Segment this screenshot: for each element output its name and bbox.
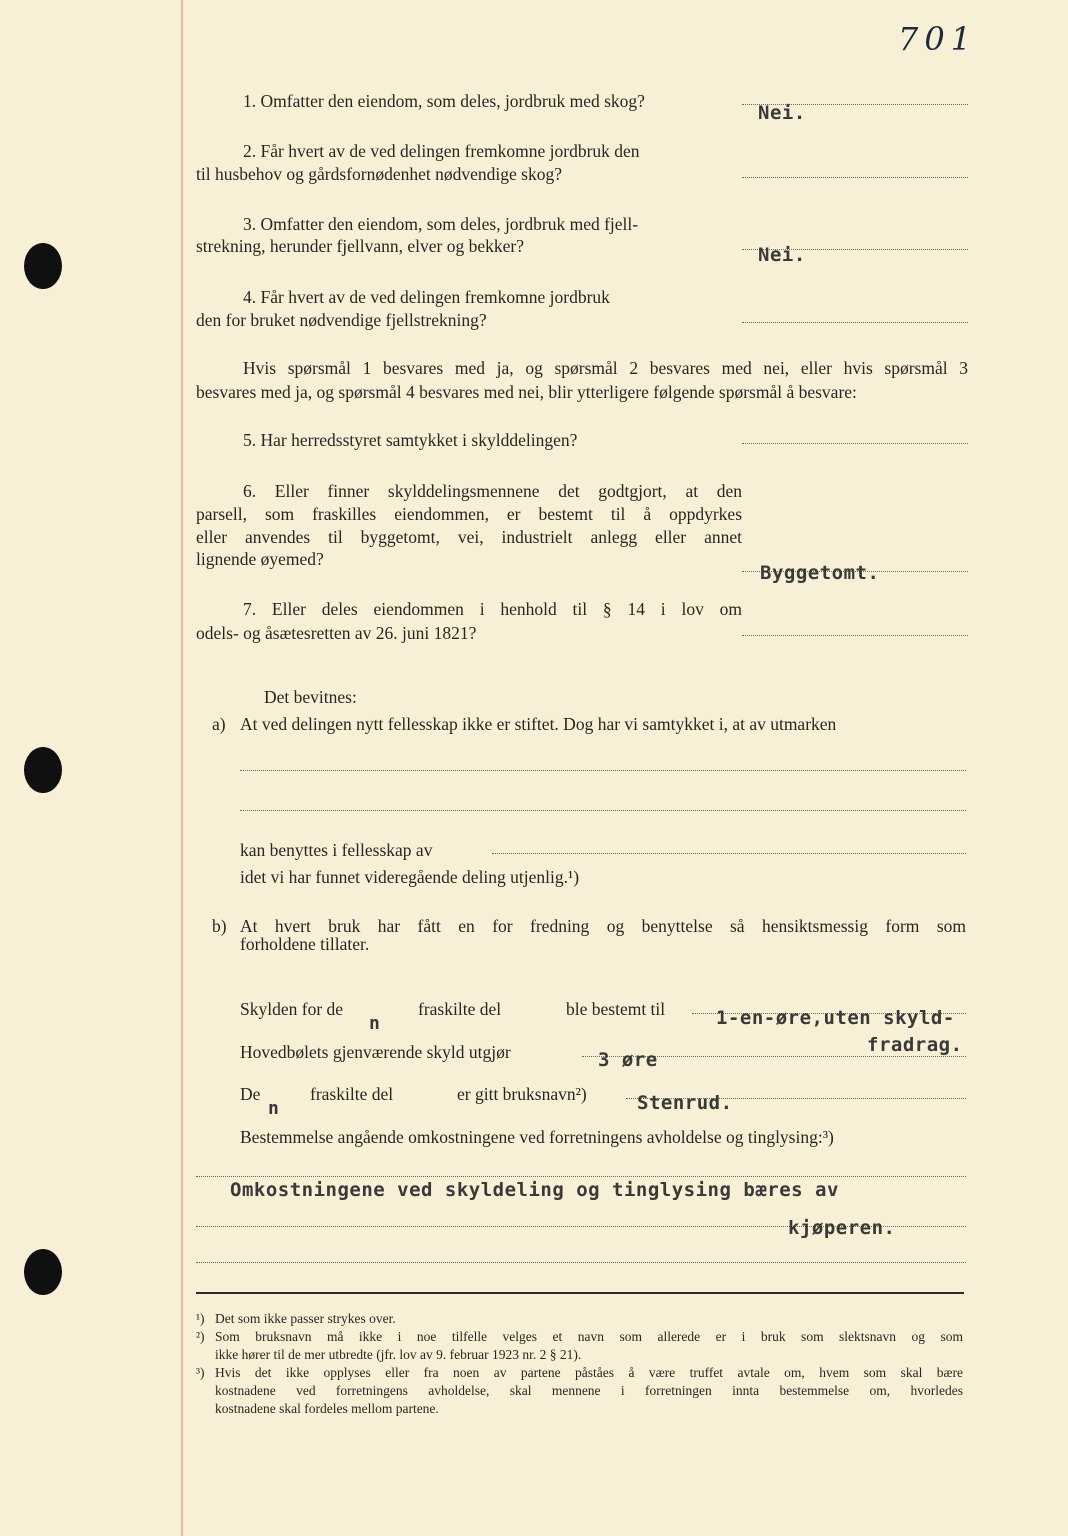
footnote-3-line-3: kostnadene skal fordeles mellom partene.	[215, 1401, 439, 1416]
question-4-line-1: 4. Får hvert av de ved delingen fremkomne jordbruk	[243, 287, 610, 307]
question-6-line-4: lignende øyemed?	[196, 549, 324, 569]
footnote-2-line-2: ikke hører til de mer utbredte (jfr. lov av 9. februar 1923 nr. 2 § 21).	[215, 1347, 582, 1362]
n-mark: n	[268, 1098, 279, 1119]
answer-line	[742, 443, 968, 444]
question-1: 1. Omfatter den eiendom, som deles, jordbruk med skog?	[243, 91, 645, 111]
question-6-line-2: parsell, som fraskilles eiendommen, er bestemt til å oppdyrkes	[196, 504, 742, 524]
punch-hole	[24, 1249, 62, 1295]
skyld-label-2: fraskilte del	[418, 999, 502, 1019]
footnote-3-line-2: kostnadene ved forretningens avholdelse, skal mennene i forretningen innta bestemmelse om, hvorledes	[215, 1383, 963, 1398]
page-number: 701	[898, 20, 978, 58]
footnote-divider	[196, 1292, 964, 1294]
attest-b-label: b)	[212, 916, 227, 936]
footnote-1-text: Det som ikke passer strykes over.	[215, 1311, 396, 1326]
shared-use-label: kan benyttes i fellesskap av	[240, 840, 433, 860]
footnote-2-line-1: Som bruksnavn må ikke i noe tilfelle velges et navn som allerede er i bruk som slektsnavn og som	[215, 1329, 963, 1344]
name-label-2: fraskilte del	[310, 1084, 394, 1104]
hovedbol-label: Hovedbølets gjenværende skyld utgjør	[240, 1042, 511, 1062]
attest-b-line-2: forholdene tillater.	[240, 934, 370, 954]
answer-1: Nei.	[758, 102, 806, 124]
answer-3: Nei.	[758, 244, 806, 266]
attest-b-line-1: At hvert bruk har fått en for fredning og benyttelse så hensiktsmessig form som	[240, 916, 966, 936]
question-7-line-2: odels- og åsætesretten av 26. juni 1821?	[196, 623, 477, 643]
answer-line	[742, 177, 968, 178]
margin-line	[181, 0, 183, 1536]
question-6-line-1: 6. Eller finner skylddelingsmennene det godtgjort, at den	[243, 481, 742, 501]
skyld-value-1: 1-en-øre,uten skyld-	[716, 1007, 955, 1029]
question-6-line-3: eller anvendes til byggetomt, vei, industrielt anlegg eller annet	[196, 527, 742, 547]
attest-a-label: a)	[212, 714, 226, 734]
question-4-line-2: den for bruket nødvendige fjellstrekning?	[196, 310, 487, 330]
punch-hole	[24, 747, 62, 793]
costs-value-2: kjøperen.	[788, 1217, 896, 1239]
answer-line	[196, 1262, 966, 1263]
question-3-line-1: 3. Omfatter den eiendom, som deles, jordbruk med fjell-	[243, 214, 639, 234]
footnote-3-mark: ³)	[196, 1365, 205, 1380]
skyld-label-3: ble bestemt til	[566, 999, 666, 1019]
name-label-1: De	[240, 1084, 261, 1104]
name-label-3: er gitt bruksnavn²)	[457, 1084, 587, 1104]
question-3-line-2: strekning, herunder fjellvann, elver og bekker?	[196, 236, 524, 256]
question-7-line-1: 7. Eller deles eiendommen i henhold til § 14 i lov om	[243, 599, 742, 619]
skyld-value-2: fradrag.	[867, 1034, 963, 1056]
blank-line	[492, 853, 966, 854]
further-division-text: idet vi har funnet videregående deling utjenlig.¹)	[240, 867, 580, 887]
footnote-1-mark: ¹)	[196, 1311, 205, 1326]
punch-hole	[24, 243, 62, 289]
blank-line	[240, 810, 966, 811]
n-mark: n	[369, 1013, 380, 1034]
skyld-label-1: Skylden for de	[240, 999, 344, 1019]
hovedbol-value: 3 øre	[598, 1049, 658, 1071]
question-2-line-1: 2. Får hvert av de ved delingen fremkomne jordbruk den	[243, 141, 640, 161]
footnote-2-mark: ²)	[196, 1329, 205, 1344]
costs-value-1: Omkostningene ved skyldeling og tinglysing bæres av	[230, 1179, 839, 1201]
condition-line-1: Hvis spørsmål 1 besvares med ja, og spørsmål 2 besvares med nei, eller hvis spørsmål 3	[243, 358, 968, 378]
costs-label: Bestemmelse angående omkostningene ved forretningens avholdelse og tinglysing:³)	[240, 1127, 834, 1147]
bruksnavn-value: Stenrud.	[637, 1092, 733, 1114]
question-5: 5. Har herredsstyret samtykket i skylddelingen?	[243, 430, 578, 450]
answer-6: Byggetomt.	[760, 562, 880, 584]
answer-line	[196, 1176, 966, 1177]
answer-line	[742, 322, 968, 323]
footnote-3-line-1: Hvis det ikke opplyses eller fra noen av partene påståes å være truffet avtale om, hvem som skal bære	[215, 1365, 963, 1380]
question-2-line-2: til husbehov og gårdsfornødenhet nødvendige skog?	[196, 164, 562, 184]
attest-heading: Det bevitnes:	[264, 687, 357, 707]
blank-line	[240, 770, 966, 771]
attest-a-text: At ved delingen nytt fellesskap ikke er stiftet. Dog har vi samtykket i, at av utmarken	[240, 714, 837, 734]
condition-line-2: besvares med ja, og spørsmål 4 besvares med nei, blir ytterligere følgende spørsmål å besvare:	[196, 382, 857, 402]
answer-line	[742, 635, 968, 636]
